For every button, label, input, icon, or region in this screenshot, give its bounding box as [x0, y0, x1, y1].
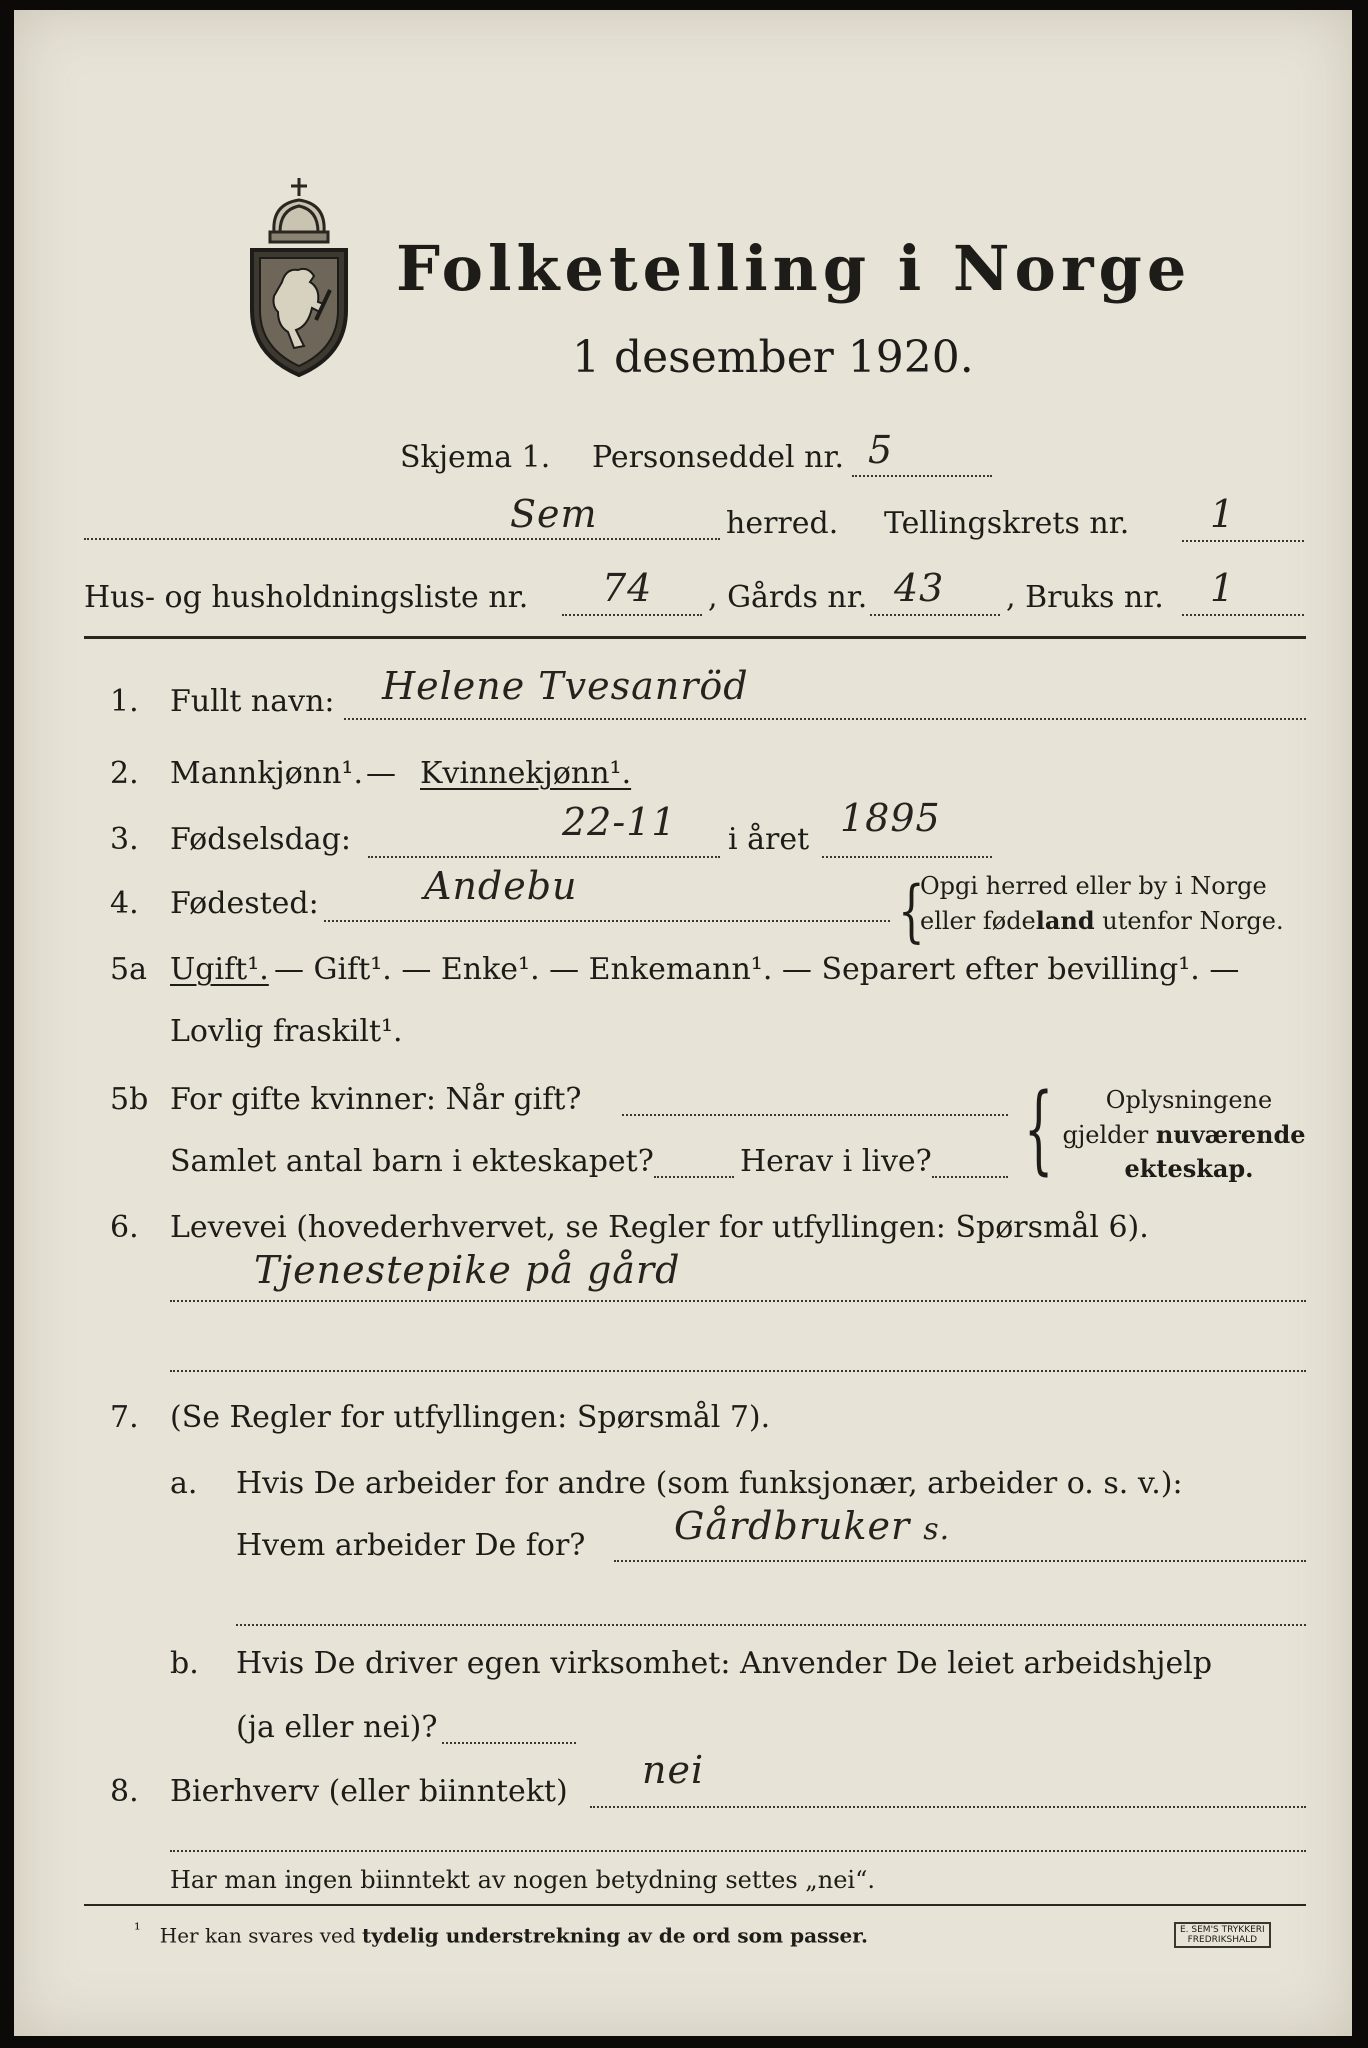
q7a-label: Hvis De arbeider for andre (som funksjonær, arbeider o. s. v.): — [236, 1466, 1183, 1501]
year-value: 1895 — [840, 796, 941, 840]
herav-i-live-label: Herav i live? — [740, 1144, 932, 1179]
tellingskrets-value: 1 — [1210, 492, 1236, 536]
q8-number: 8. — [110, 1774, 139, 1809]
birthplace-note-1: Opgi herred eller by i Norge — [920, 872, 1267, 900]
coat-of-arms-icon — [234, 170, 364, 384]
marriage-note-2: gjelder nuværende — [1062, 1120, 1306, 1149]
birthplace-label: Fødested: — [170, 886, 319, 921]
bruks-label: , Bruks nr. — [1006, 580, 1164, 615]
brace-icon: { — [1024, 1071, 1054, 1185]
full-name-value: Helene Tvesanröd — [382, 664, 749, 708]
personseddel-label: Personseddel nr. — [592, 440, 845, 475]
q1-number: 1. — [110, 684, 139, 719]
antal-barn-label: Samlet antal barn i ekteskapet? — [170, 1144, 654, 1179]
q4-number: 4. — [110, 886, 139, 921]
husholdningsliste-value: 74 — [602, 566, 653, 610]
bleed-through — [1244, 120, 1252, 148]
header-divider — [84, 636, 1306, 639]
occupation-value: Tjenestepike på gård — [254, 1248, 681, 1292]
q3-number: 3. — [110, 822, 139, 857]
footer-divider — [84, 1904, 1306, 1906]
marital-options: — Gift¹. — Enke¹. — Enkemann¹. — Separert efter bevilling¹. — — [274, 952, 1240, 987]
q2-number: 2. — [110, 756, 139, 791]
footnote: $^{^1}$ Her kan svares ved tydelig understrekning av de ord som passer. — [134, 1920, 868, 1948]
q7b-letter: b. — [170, 1646, 199, 1681]
birthday-value: 22-11 — [562, 800, 677, 844]
employer-label: Hvem arbeider De for? — [236, 1528, 586, 1563]
census-form — [14, 10, 1352, 2036]
side-income-value: nei — [642, 1748, 705, 1792]
q5b-number: 5b — [110, 1082, 149, 1117]
nar-gift-label: For gifte kvinner: Når gift? — [170, 1082, 582, 1117]
side-income-label: Bierhverv (eller biinntekt) — [170, 1774, 568, 1809]
brace-icon: { — [898, 871, 925, 950]
hired-help-label: (ja eller nei)? — [236, 1710, 438, 1745]
occupation-label: Levevei (hovederhvervet, se Regler for utfyllingen: Spørsmål 6). — [170, 1210, 1149, 1245]
q7a-letter: a. — [170, 1466, 198, 1501]
gards-label: , Gårds nr. — [708, 580, 868, 615]
q5a-number: 5a — [110, 952, 147, 987]
mannkjonn-option: Mannkjønn¹. — [170, 756, 363, 791]
census-date: 1 desember 1920. — [572, 332, 974, 383]
full-name-label: Fullt navn: — [170, 684, 335, 719]
bruks-value: 1 — [1210, 566, 1236, 610]
year-label: i året — [728, 822, 810, 857]
side-income-note: Har man ingen biinntekt av nogen betydning settes „nei“. — [170, 1866, 875, 1894]
tellingskrets-label: Tellingskrets nr. — [884, 506, 1130, 541]
skjema-label: Skjema 1. — [400, 440, 551, 475]
q7-number: 7. — [110, 1400, 139, 1435]
q6-number: 6. — [110, 1210, 139, 1245]
herred-label: herred. — [726, 506, 839, 541]
husholdningsliste-label: Hus- og husholdningsliste nr. — [84, 580, 529, 615]
q2-separator: — — [366, 756, 396, 791]
birthplace-note-2: eller fødeland utenfor Norge. — [920, 906, 1284, 935]
birthday-label: Fødselsdag: — [170, 822, 351, 857]
employer-value: Gårdbruker s. — [674, 1504, 951, 1548]
q7-label: (Se Regler for utfyllingen: Spørsmål 7). — [170, 1400, 771, 1435]
kvinnekjonn-option: Kvinnekjønn¹. — [420, 756, 632, 791]
q7b-label: Hvis De driver egen virksomhet: Anvender De leiet arbeidshjelp — [236, 1646, 1213, 1681]
marriage-note-3: ekteskap. — [1124, 1154, 1254, 1183]
marriage-note-1: Oplysningene — [1105, 1086, 1273, 1114]
form-title: Folketelling i Norge — [396, 232, 1192, 305]
printer-stamp: E. SEM'S TRYKKERI FREDRIKSHALD — [1174, 1922, 1271, 1948]
gards-value: 43 — [894, 566, 945, 610]
personseddel-value: 5 — [868, 428, 894, 472]
ugift-option: Ugift¹. — [170, 952, 269, 987]
birthplace-value: Andebu — [424, 864, 578, 908]
lovlig-fraskilt-option: Lovlig fraskilt¹. — [170, 1014, 403, 1049]
herred-value: Sem — [510, 492, 598, 536]
